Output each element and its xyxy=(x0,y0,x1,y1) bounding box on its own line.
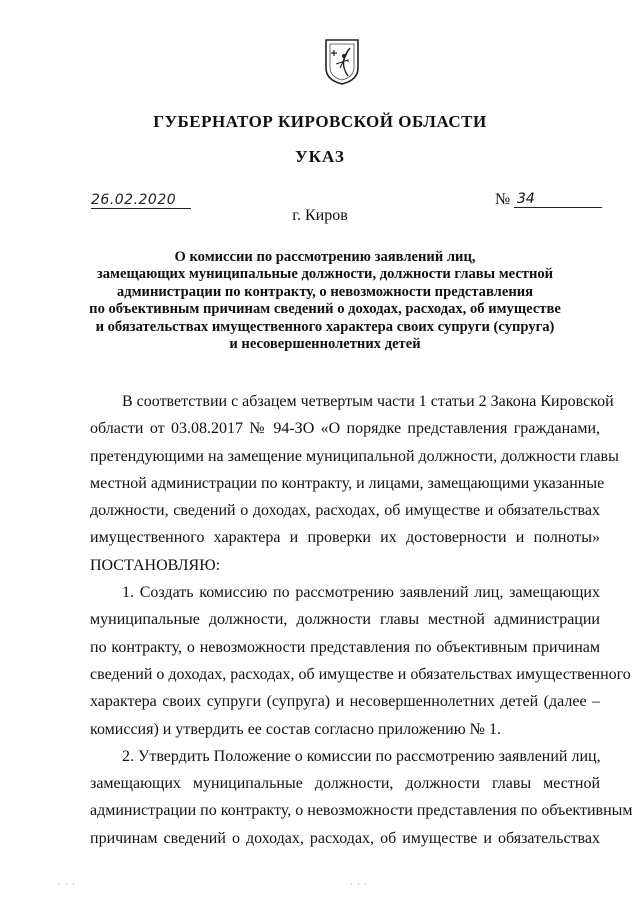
document-type: УКАЗ xyxy=(295,147,345,166)
item1-line: по контракту, о невозможности представления по объективным причинам xyxy=(90,638,600,656)
item2-line: замещающих муниципальные должности, должности главы местной xyxy=(90,775,600,793)
preamble-line: области от 03.08.2017 № 94-ЗО «О порядке представления гражданами, xyxy=(90,420,600,438)
document-number: 34 xyxy=(514,192,602,208)
preamble-line: В соответствии с абзацем четвертым части 1 статьи 2 Закона Кировской xyxy=(122,393,614,410)
footer-marks-left: · · · xyxy=(58,880,76,889)
number-label: № xyxy=(495,191,511,208)
subject-line: и обязательствах имущественного характера своих супруги (супруга) xyxy=(95,318,555,335)
document-date: 26.02.2020 xyxy=(91,193,191,209)
preamble-line: претендующими на замещение муниципальной должности, должности главы xyxy=(90,447,619,465)
subject-line: О комиссии по рассмотрению заявлений лиц, xyxy=(174,249,476,265)
item1-line: комиссия) и утвердить ее состав согласно приложению № 1. xyxy=(90,720,501,738)
item1-line: сведений о доходах, расходах, об имуществе и обязательствах имущественного xyxy=(90,665,631,683)
item2-line: администрации по контракту, о невозможности представления по объективным xyxy=(90,802,633,820)
subject-line: администрации по контракту, о невозможности представления xyxy=(116,283,534,300)
document-body xyxy=(90,388,633,852)
subject-line: по объективным причинам сведений о доходах, расходах, об имуществе xyxy=(89,301,561,318)
preamble-line: имущественного характера и проверки их достоверности и полноты» xyxy=(90,529,600,547)
item1-line: характера своих супруги (супруга) и несовершеннолетних детей (далее – xyxy=(90,693,600,711)
coat-of-arms-icon xyxy=(324,38,360,86)
preamble-line: местной администрации по контракту, и лицами, замещающими указанные xyxy=(90,474,605,492)
city: г. Киров xyxy=(292,207,348,224)
item1-line: муниципальные должности, должности главы местной администрации xyxy=(90,611,600,629)
item2-line: причинам сведений о доходах, расходах, об имуществе и обязательствах xyxy=(90,829,600,847)
preamble-line: должности, сведений о доходах, расходах, об имуществе и обязательствах xyxy=(90,502,600,520)
authority-title: ГУБЕРНАТОР КИРОВСКОЙ ОБЛАСТИ xyxy=(153,112,487,131)
subject-line: замещающих муниципальные должности, должности главы местной xyxy=(96,266,554,283)
item2-line: 2. Утвердить Положение о комиссии по рассмотрению заявлений лиц, xyxy=(122,747,601,765)
document-subject xyxy=(60,249,590,353)
subject-line: и несовершеннолетних детей xyxy=(229,336,421,353)
footer-marks-center: · · · xyxy=(350,880,368,889)
decree-word: ПОСТАНОВЛЯЮ: xyxy=(90,556,221,574)
item1-line: 1. Создать комиссию по рассмотрению заявлений лиц, замещающих xyxy=(122,584,600,602)
